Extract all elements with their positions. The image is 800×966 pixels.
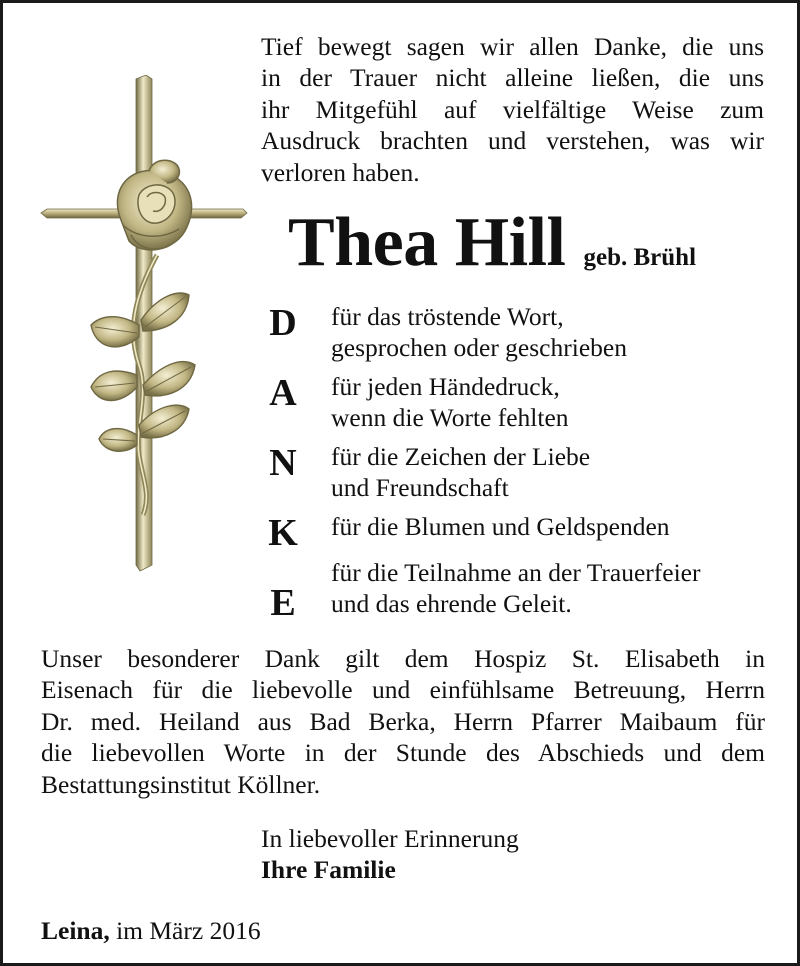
family-signature: Ihre Familie (261, 855, 396, 885)
intro-line: ihr Mitgefühl auf vielfältige Weise zum (261, 94, 764, 124)
danke-text: wenn die Worte fehlten (331, 403, 569, 433)
closing-block (261, 823, 519, 886)
birth-name: geb. Brühl (583, 244, 697, 271)
danke-text: für das tröstende Wort, (331, 302, 564, 331)
danke-text: für jeden Händedruck, (331, 372, 560, 401)
deceased-name: Thea Hill (288, 204, 566, 281)
intro-line: Tief bewegt sagen wir allen Danke, die uns (261, 32, 764, 61)
danke-letter: K (268, 512, 298, 554)
intro-line: in der Trauer nicht alleine ließen, die uns (261, 63, 764, 93)
danke-text: und Freundschaft (331, 473, 509, 503)
thanks-line: die liebevollen Worte in der Stunde des Abschieds und dem (41, 738, 765, 768)
thanks-line: Eisenach für die liebevolle und einfühlsame Betreuung, Herrn (41, 675, 765, 705)
place-town: Leina, (41, 916, 110, 945)
place-date: im März 2016 (116, 916, 261, 945)
danke-letter: D (269, 302, 297, 344)
danke-letter: A (269, 372, 297, 414)
closing-line: In liebevoller Erinnerung (261, 824, 519, 853)
danke-letter: N (269, 442, 297, 484)
place-date-line (41, 915, 261, 946)
thanks-line: Dr. med. Heiland aus Bad Berka, Herrn Pfarrer Maibaum für (41, 706, 765, 736)
danke-text: und das ehrende Geleit. (331, 589, 572, 619)
thanks-line: Unser besonderer Dank gilt dem Hospiz St. Elisabeth in (41, 644, 765, 673)
thanks-line: Bestattungsinstitut Köllner. (41, 769, 321, 799)
danke-text: für die Zeichen der Liebe (331, 442, 591, 471)
danke-text: gesprochen oder geschrieben (331, 333, 627, 363)
danke-text: für die Blumen und Geldspenden (331, 512, 670, 541)
intro-line: verloren haben. (261, 157, 420, 187)
deceased-name-line (288, 203, 696, 283)
cross-with-rose-icon (39, 75, 249, 575)
intro-paragraph (261, 31, 764, 188)
danke-letter: E (270, 582, 296, 624)
intro-line: Ausdruck brachten und verstehen, was wir (261, 126, 764, 156)
danke-text: für die Teilnahme an der Trauerfeier (331, 558, 701, 587)
thanks-paragraph (41, 643, 765, 800)
